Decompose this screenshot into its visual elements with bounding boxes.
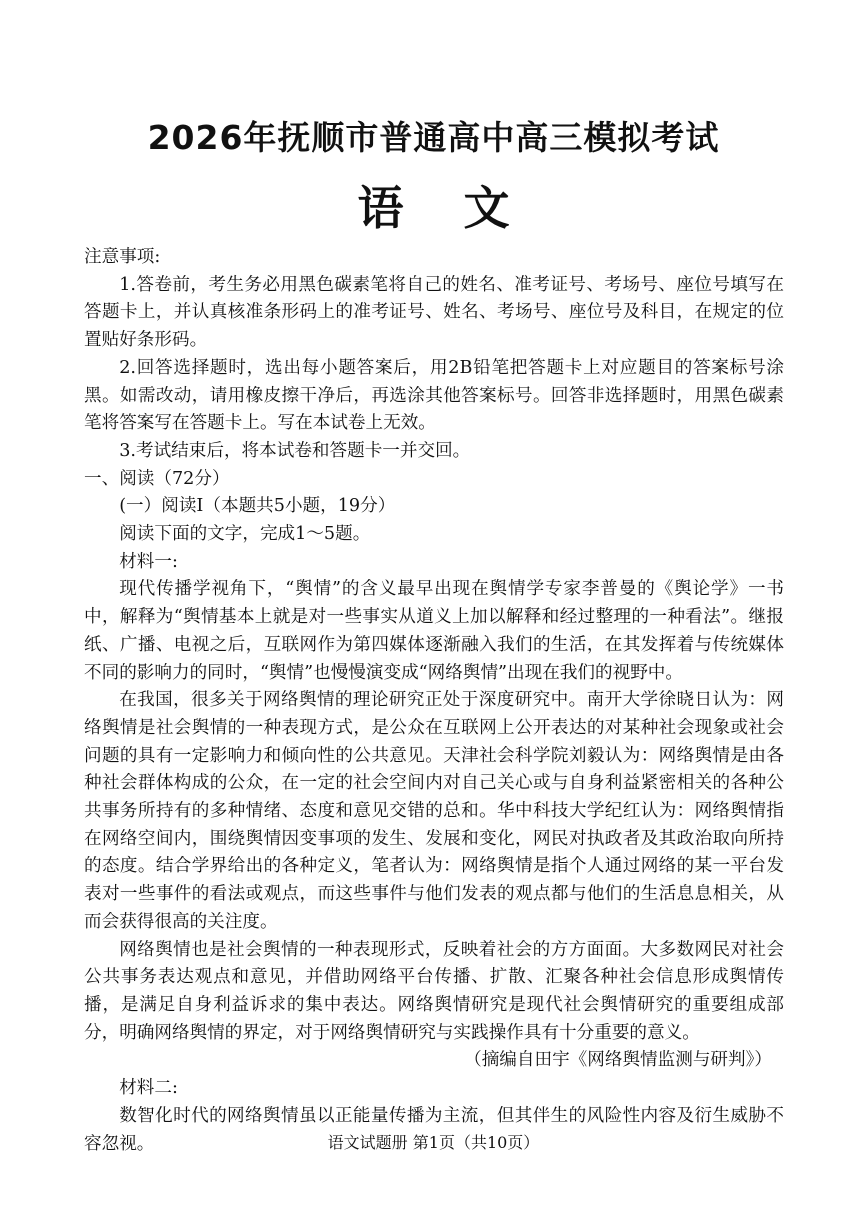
material1-label: 材料一:: [119, 551, 178, 572]
subject-title: 语文: [357, 181, 570, 235]
page-footer: 语文试题册 第1页（共10页）: [327, 1133, 540, 1152]
exam-title: 2026年抚顺市普通高中高三模拟考试: [147, 118, 720, 157]
material1-source: （摘编自田宇《网络舆情监测与研判》）: [464, 1050, 772, 1071]
section-sub-heading: (一）阅读Ⅰ（本题共5小题，19分）: [119, 496, 396, 517]
exam-body: [84, 244, 784, 1158]
material2-label: 材料二:: [119, 1078, 178, 1099]
material2-paragraph-1: 数智化时代的网络舆情虽以正能量传播为主流，但其伴生的风险性内容及衍生威胁不容忽视。: [84, 1105, 784, 1154]
material1-paragraph-3: 网络舆情也是社会舆情的一种表现形式，反映着社会的方方面面。大多数网民对社会公共事务表达观点和意见，并借助网络平台传播、扩散、汇聚各种社会信息形成舆情传播，是满足自身利益诉求的集中表达。网络舆情研究是现代社会舆情研究的重要组成部分，明确网络舆情的界定，对于网络舆情研究与实践操作具有十分重要的意义。: [84, 939, 784, 1043]
material1-paragraph-1: 现代传播学视角下，“舆情”的含义最早出现在舆情学专家李普曼的《舆论学》一书中，解释为“舆情基本上就是对一些事实从道义上加以解释和经过整理的一种看法”。继报纸、广播、电视之后，互联网作为第四媒体逐渐融入我们的生活，在其发挥着与传统媒体不同的影响力的同时，“舆情”也慢慢演变成“网络舆情”出现在我们的视野中。: [84, 579, 784, 683]
section-instruction: 阅读下面的文字，完成1～5题。: [119, 524, 371, 545]
notice-item-1: 1.答卷前，考生务必用黑色碳素笔将自己的姓名、准考证号、考场号、座位号填写在答题卡上，并认真核准条形码上的准考证号、姓名、考场号、座位号及科目，在规定的位置贴好条形码。: [84, 274, 784, 351]
notice-item-2: 2.回答选择题时，选出每小题答案后，用2B铅笔把答题卡上对应题目的答案标号涂黑。如需改动，请用橡皮擦干净后，再选涂其他答案标号。回答非选择题时，用黑色碳素笔将答案写在答题卡上。写在本试卷上无效。: [84, 357, 784, 434]
notice-item-3: 3.考试结束后，将本试卷和答题卡一并交回。: [119, 440, 471, 461]
section-heading: 一、阅读（72分）: [84, 468, 230, 489]
material1-paragraph-2: 在我国，很多关于网络舆情的理论研究正处于深度研究中。南开大学徐晓日认为：网络舆情是社会舆情的一种表现方式，是公众在互联网上公开表达的对某种社会现象或社会问题的具有一定影响力和倾向性的公共意见。天津社会科学院刘毅认为：网络舆情是由各种社会群体构成的公众，在一定的社会空间内对自己关心或与自身利益紧密相关的各种公共事务所持有的多种情绪、态度和意见交错的总和。华中科技大学纪红认为：网络舆情指在网络空间内，围绕舆情因变事项的发生、发展和变化，网民对执政者及其政治取向所持的态度。结合学界给出的各种定义，笔者认为：网络舆情是指个人通过网络的某一平台发表对一些事件的看法或观点，而这些事件与他们发表的观点都与他们的生活息息相关，从而会获得很高的关注度。: [84, 690, 784, 932]
notice-heading: 注意事项:: [84, 247, 161, 267]
